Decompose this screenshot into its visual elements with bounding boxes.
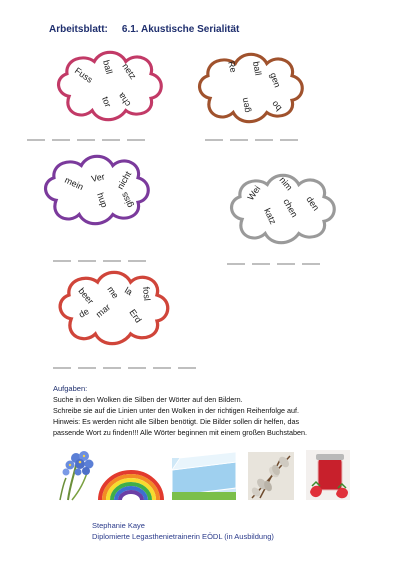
greenhouse-image (172, 452, 236, 500)
forget-me-not-image (60, 451, 94, 500)
syllable: tor (100, 95, 114, 109)
syllable: den (304, 194, 322, 213)
syllable: mar (93, 301, 113, 320)
task-line-2: Schreibe sie auf die Linien unter den Wolken in der richtigen Reihenfolge auf. (53, 406, 299, 415)
syllable: de (77, 306, 91, 320)
syllable-cloud-3 (46, 156, 149, 223)
syllable: cha (116, 90, 133, 109)
syllable: mein (63, 174, 86, 193)
syllable: chen (281, 197, 300, 219)
syllable: nim (277, 174, 295, 193)
syllable: gen (239, 96, 252, 114)
syllable: giss (118, 190, 135, 210)
syllable-cloud-4 (232, 175, 335, 243)
syllable: katz (262, 206, 279, 226)
syllable: ball (251, 60, 264, 77)
syllable: gen (268, 71, 283, 89)
task-line-4: passende Wort zu finden!!! Alle Wörter beginnen mit einem großen Buchstaben. (53, 428, 307, 437)
syllable-cloud-5 (60, 272, 168, 343)
syllable: Erd (127, 307, 144, 325)
syllable: hup (95, 191, 110, 209)
strawberry-jam-image (306, 450, 350, 500)
syllable: nicht (115, 169, 134, 191)
task-line-3: Hinweis: Es werden nicht alle Silben benötigt. Die Bilder sollen dir helfen, das (53, 417, 300, 426)
syllable: ball (101, 58, 115, 76)
syllable-cloud-1 (59, 52, 162, 119)
syllable-cloud-2 (200, 54, 303, 121)
tasks-heading: Aufgaben: (53, 384, 88, 393)
syllable: Fuss (72, 65, 95, 85)
author-name: Stephanie Kaye (92, 521, 145, 530)
syllable: netz (120, 61, 139, 82)
syllable: fosl (141, 286, 153, 302)
author-role: Diplomierte Legasthenietrainerin EÖDL (in Ausbildung) (92, 532, 274, 541)
syllable: Ver (90, 171, 106, 184)
syllable: Wei (245, 183, 263, 203)
pussy-willow-image (248, 452, 294, 500)
task-line-1: Suche in den Wolken die Silben der Wörter auf den Bildern. (53, 395, 243, 404)
title-text: 6.1. Akustische Serialität (121, 24, 240, 35)
syllable: beer (76, 285, 96, 307)
syllable: me (105, 284, 121, 301)
rainbow-image (100, 472, 162, 500)
syllable: la (123, 285, 135, 298)
syllable: bo (269, 99, 284, 114)
title-label: Arbeitsblatt: (49, 24, 108, 35)
syllable: Re (226, 59, 239, 74)
